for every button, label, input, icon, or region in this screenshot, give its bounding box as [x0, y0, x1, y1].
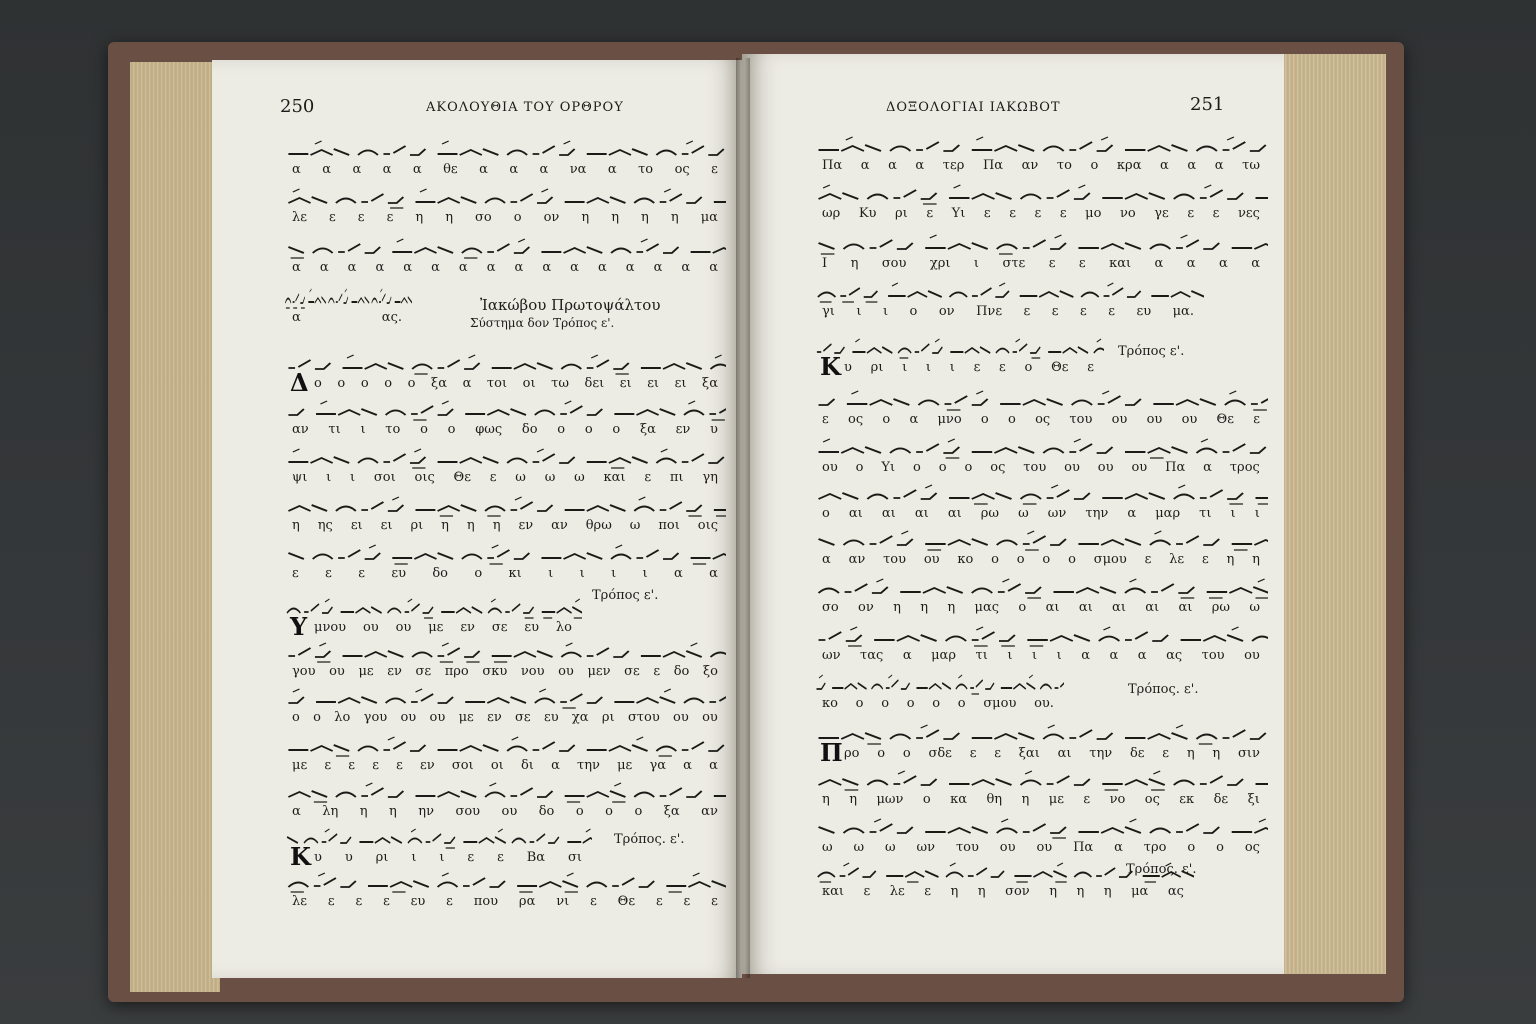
lyric-line: Ι η σου χρι ι στε ε ε και α α α α [822, 256, 1260, 271]
left-page [212, 60, 742, 978]
lyric-line: ο ο ο ο ο ξα α τοι οι τω δει ει ει ει ξα [314, 376, 718, 391]
lyric-line: υ ρι ι ι ι ε ε ο Θε ε [844, 360, 1094, 375]
lyric-line: ε ος ο α μνο ο ο ος του ου ου ου Θε ε [822, 412, 1260, 427]
neume-notation [814, 484, 1268, 506]
page-number: 250 [280, 96, 315, 117]
neume-notation [284, 782, 726, 804]
lyric-line: ε ε ε ευ δο ο κι ι ι ι ι α α [292, 566, 718, 581]
neume-notation [284, 736, 726, 758]
lyric-line: α ας. [292, 310, 402, 325]
neume-notation [284, 400, 726, 422]
lyric-line: αν τι ι το ο ο φως δο ο ο ο ξα εν υ [292, 422, 718, 437]
lyric-line: κο ο ο ο ο ο σμου ου. [822, 696, 1054, 711]
tropos-label: Τρόπος. ε'. [1128, 682, 1199, 697]
neume-notation [284, 288, 412, 310]
lyric-line: α λη η η ην σου ου δο ο ο ο ξα αν [292, 804, 718, 819]
lyric-line: ωρ Κυ ρι ε Υι ε ε ε ε μο νο γε ε ε νες [822, 206, 1260, 221]
lyric-line: η η μων ο κα θη η με ε νο ος εκ δε ξι [822, 792, 1260, 807]
neume-notation [814, 390, 1268, 412]
lyric-line: γι ι ι ο ον Πνε ε ε ε ε ευ μα. [822, 304, 1194, 319]
notation-system [742, 862, 1284, 924]
notation-system [212, 544, 742, 606]
neume-notation [814, 338, 1104, 360]
lyric-line: η ης ει ει ρι η η η εν αν θρω ω ποι οις [292, 518, 718, 533]
neume-notation [814, 674, 1064, 696]
lyric-line: α αν του ου κο ο ο ο ο σμου ε λε ε η η [822, 552, 1260, 567]
lyric-line: γου ου με εν σε προ σκυ νου ου μεν σε ε δο ξο [292, 664, 718, 679]
lyric-line: ου ο Υι ο ο ο ος του ου ου ου Πα α τρος [822, 460, 1260, 475]
initial-letter: Υ [290, 612, 308, 641]
running-head: ΑΚΟΛΟΥΘΙΑ ΤΟΥ ΟΡΘΡΟΥ [426, 100, 624, 115]
neume-notation [814, 770, 1268, 792]
neume-notation [814, 578, 1268, 600]
lyric-line: σο ον η η η μας ο αι αι αι αι αι ρω ω [822, 600, 1260, 615]
lyric-line: μνου ου ου με εν σε ευ λο [314, 620, 572, 635]
neume-notation [284, 872, 726, 894]
tropos-label: Τρόπος ε'. [1118, 344, 1185, 359]
notation-system [212, 872, 742, 934]
right-page [742, 54, 1284, 974]
neume-notation [284, 496, 726, 518]
neume-notation [814, 626, 1268, 648]
neume-notation [814, 438, 1268, 460]
lyric-line: α α α α α α α α α α α α α α α α [292, 260, 718, 275]
lyric-line: Πα α α α τερ Πα αν το ο κρα α α α τω [822, 158, 1260, 173]
neume-notation [284, 598, 582, 620]
tropos-label: Τρόπος ε'. [592, 588, 659, 603]
neume-notation [284, 688, 726, 710]
neume-notation [284, 354, 726, 376]
neume-notation [814, 530, 1268, 552]
lyric-line: λε ε ε ε ευ ε που ρα νι ε Θε ε ε ε [292, 894, 718, 909]
notation-system [742, 282, 1284, 344]
lyric-line: ρο ο ο σδε ε ε ξαι αι την δε ε η η σιν [844, 746, 1260, 761]
initial-letter: Π [820, 738, 843, 767]
initial-letter: Δ [290, 368, 309, 397]
lyric-line: ψι ι ι σοι οις Θε ε ω ω ω και ε πι γη [292, 470, 718, 485]
page-edges-right [1278, 54, 1386, 974]
neume-notation [284, 448, 726, 470]
neume-notation [814, 818, 1268, 840]
lyric-line: με ε ε ε ε εν σοι οι δι α την με γα α α [292, 758, 718, 773]
composer: Ἰακώβου Πρωτοψάλτου [480, 296, 661, 314]
neume-notation [284, 140, 726, 162]
lyric-line: υ υ ρι ι ι ε ε Βα σι [314, 850, 582, 865]
neume-notation [284, 828, 592, 850]
neume-notation [814, 724, 1268, 746]
tropos-label: Τρόπος. ε'. [614, 832, 685, 847]
neume-notation [814, 136, 1268, 158]
running-head: ΔΟΞΟΛΟΓΙΑΙ ΙΑΚΩΒΟΤ [886, 100, 1061, 115]
system-label: Σύστημα δον Τρόπος ε'. [470, 316, 615, 330]
lyric-line: ω ω ω ων του ου ου Πα α τρο ο ο ος [822, 840, 1260, 855]
initial-letter: Κ [290, 842, 311, 871]
neume-notation [814, 234, 1268, 256]
neume-notation [284, 188, 726, 210]
lyric-line: ο ο λο γου ου ου με εν σε ευ χα ρι στου ου ου [292, 710, 718, 725]
gutter-shadow [736, 58, 750, 978]
tropos-label: Τρόπος. ε'. [1126, 862, 1197, 877]
lyric-line: λε ε ε ε η η σο ο ον η η η η μα [292, 210, 718, 225]
lyric-line: ων τας α μαρ τι ι ι ι α α α ας του ου [822, 648, 1260, 663]
neume-notation [814, 282, 1204, 304]
neume-notation [284, 642, 726, 664]
neume-notation [814, 184, 1268, 206]
lyric-line: α α α α α θε α α α να α το ος ε [292, 162, 718, 177]
page-edges-left [130, 62, 220, 992]
page-number: 251 [1190, 94, 1225, 115]
initial-letter: Κ [820, 352, 841, 381]
lyric-line: ο αι αι αι αι ρω ω ων την α μαρ τι ι ι [822, 506, 1260, 521]
neume-notation [284, 238, 726, 260]
neume-notation [284, 544, 726, 566]
lyric-line: και ε λε ε η η σον η η η μα ας [822, 884, 1184, 899]
